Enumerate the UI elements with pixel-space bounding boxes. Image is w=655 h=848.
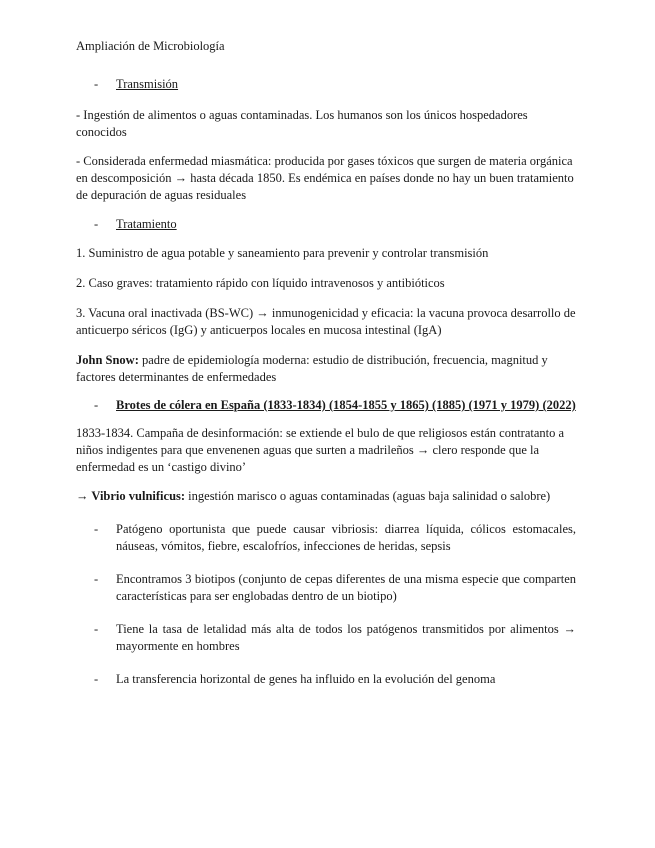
section-heading-brotes bbox=[76, 397, 576, 414]
vibrio-text: ingestión marisco o aguas contaminadas (aguas baja salinidad o salobre) bbox=[185, 489, 551, 503]
list-item-text: Tiene la tasa de letalidad más alta de todos los patógenos transmitidos por alimentos → mayormente en hombres bbox=[116, 622, 576, 653]
section-heading-tratamiento bbox=[76, 216, 576, 233]
heading-text: Transmisión bbox=[116, 77, 179, 91]
vibrio-name: → Vibrio vulnificus: bbox=[76, 489, 186, 503]
list-item bbox=[76, 571, 576, 605]
running-header: Ampliación de Microbiología bbox=[76, 39, 225, 53]
john-snow-text: padre de epidemiología moderna: estudio de distribución, frecuencia, magnitud y factores determinantes de enfermedades bbox=[76, 353, 548, 384]
heading-dash: - bbox=[94, 398, 99, 412]
john-snow-name: John Snow: bbox=[76, 353, 139, 367]
paragraph-vibrio bbox=[76, 488, 576, 505]
list-item bbox=[76, 621, 576, 655]
bullet-marker: - bbox=[94, 672, 99, 686]
document-body bbox=[76, 76, 576, 688]
paragraph-transmision-2: - Considerada enfermedad miasmática: producida por gases tóxicos que surgen de materia orgánica en descomposición → hasta década 1850. Es endémica en países donde no hay un buen tratamiento de depuración de aguas residuales bbox=[76, 154, 574, 202]
heading-text: Tratamiento bbox=[116, 217, 177, 231]
paragraph-brotes-1: 1833-1834. Campaña de desinformación: se extiende el bulo de que religiosos están contratanto a niños indigentes para que envenenen aguas que surten a madrileños → clero responde que la enfermedad es un ‘castigo divino’ bbox=[76, 426, 565, 474]
treatment-item-2: 2. Caso graves: tratamiento rápido con líquido intravenosos y antibióticos bbox=[76, 276, 445, 290]
bullet-marker: - bbox=[94, 622, 99, 636]
list-item bbox=[76, 671, 576, 688]
paragraph-john-snow bbox=[76, 352, 576, 386]
treatment-item-3: 3. Vacuna oral inactivada (BS-WC) → inmunogenicidad y eficacia: la vacuna provoca desarrollo de anticuerpo séricos (IgG) y anticuerpos locales en mucosa intestinal (IgA) bbox=[76, 306, 576, 337]
section-heading-transmision bbox=[76, 76, 576, 93]
bullet-marker: - bbox=[94, 522, 99, 536]
treatment-item-1: 1. Suministro de agua potable y saneamiento para prevenir y controlar transmisión bbox=[76, 246, 489, 260]
bullet-marker: - bbox=[94, 572, 99, 586]
list-item-text: Encontramos 3 biotipos (conjunto de cepas diferentes de una misma especie que comparten características para ser englobadas dentro de un biotipo) bbox=[116, 572, 576, 603]
heading-dash: - bbox=[94, 77, 99, 91]
paragraph-transmision-1: - Ingestión de alimentos o aguas contaminadas. Los humanos son los únicos hospedadores conocidos bbox=[76, 108, 528, 139]
heading-text: Brotes de cólera en España (1833-1834) (1854-1855 y 1865) (1885) (1971 y 1979) (2022) bbox=[116, 398, 576, 412]
list-item-text: Patógeno oportunista que puede causar vibriosis: diarrea líquida, cólicos estomacales, náuseas, vómitos, fiebre, escalofríos, infecciones de heridas, sepsis bbox=[116, 522, 576, 553]
list-item bbox=[76, 521, 576, 555]
heading-dash: - bbox=[94, 217, 99, 231]
list-item-text: La transferencia horizontal de genes ha influido en la evolución del genoma bbox=[116, 672, 496, 686]
